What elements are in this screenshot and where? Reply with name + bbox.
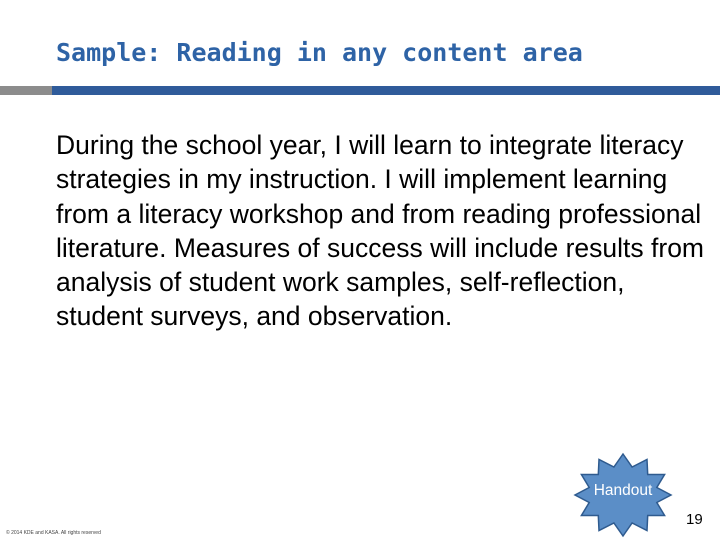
slide-title: Sample: Reading in any content area bbox=[56, 38, 583, 67]
title-rule-blue-bar bbox=[52, 86, 720, 95]
title-rule-gray-segment bbox=[0, 86, 52, 95]
handout-badge bbox=[573, 452, 673, 538]
slide-body-text: During the school year, I will learn to integrate literacy strategies in my instruction. I will implement learning from a literacy workshop and from reading professional literature. Measures of success will include results from analysis of student work samples, self-reflection, student surveys, and observation. bbox=[56, 130, 705, 332]
badge-label: Handout bbox=[593, 482, 653, 499]
page-number: 19 bbox=[686, 511, 703, 528]
footer-copyright: © 2014 KDE and KASA. All rights reserved bbox=[6, 530, 101, 536]
